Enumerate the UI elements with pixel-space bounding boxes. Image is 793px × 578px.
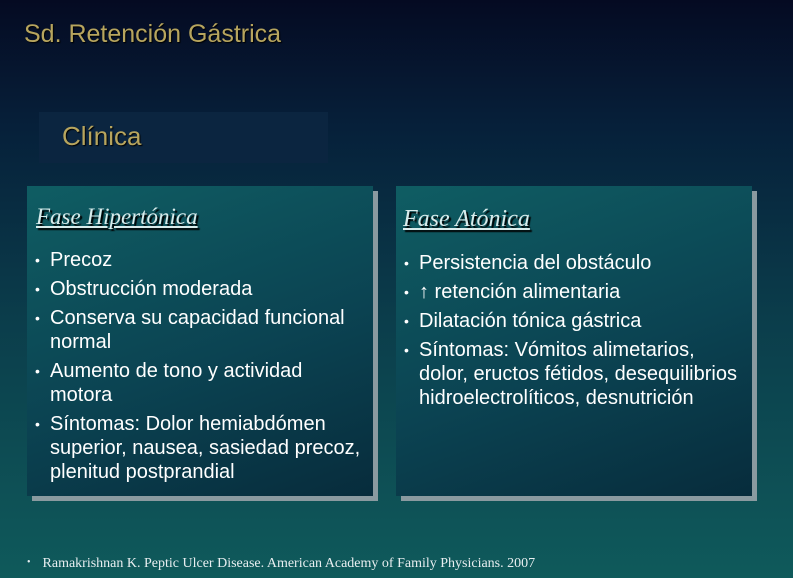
list-item-text: Síntomas: Vómitos alimetarios, dolor, eructos fétidos, desequilibrios hidroelectrolíticos, desnutrición <box>419 339 737 409</box>
list-item <box>402 338 747 410</box>
panel-heading: Fase Hipertónica <box>36 204 198 229</box>
list-item-text: Obstrucción moderada <box>50 278 253 300</box>
list-item <box>33 306 368 354</box>
bullet-icon: • <box>27 557 31 568</box>
list-item-text: Dilatación tónica gástrica <box>419 310 642 332</box>
hypertonic-phase-panel <box>27 186 373 496</box>
bullet-icon: • <box>404 284 409 300</box>
list-item <box>33 277 368 301</box>
bullet-icon: • <box>404 342 409 358</box>
slide-title: Sd. Retención Gástrica <box>24 20 282 48</box>
bullet-list <box>402 251 747 415</box>
list-item-text: Conserva su capacidad funcional normal <box>50 307 345 353</box>
list-item <box>402 251 747 275</box>
atonic-phase-panel <box>396 186 752 496</box>
bullet-list <box>33 248 368 489</box>
panel-heading: Fase Atónica <box>403 206 530 232</box>
bullet-icon: • <box>35 252 40 268</box>
list-item <box>33 359 368 407</box>
list-item-text: Persistencia del obstáculo <box>419 252 652 274</box>
list-item <box>33 412 368 484</box>
list-item-text: ↑ retención alimentaria <box>419 281 621 303</box>
bullet-icon: • <box>35 363 40 379</box>
bullet-icon: • <box>404 255 409 271</box>
footer-citation <box>27 556 535 572</box>
bullet-icon: • <box>35 310 40 326</box>
list-item <box>33 248 368 272</box>
bullet-icon: • <box>404 313 409 329</box>
citation-text: Ramakrishnan K. Peptic Ulcer Disease. American Academy of Family Physicians. 2007 <box>42 556 536 571</box>
bullet-icon: • <box>35 281 40 297</box>
section-header-box <box>39 112 328 163</box>
list-item-text: Precoz <box>50 249 113 271</box>
list-item-text: Síntomas: Dolor hemiabdómen superior, nausea, sasiedad precoz, plenitud postprandial <box>50 413 361 483</box>
bullet-icon: • <box>35 416 40 432</box>
list-item <box>402 309 747 333</box>
list-item <box>402 280 747 304</box>
list-item-text: Aumento de tono y actividad motora <box>50 360 303 406</box>
section-label: Clínica <box>62 121 142 151</box>
